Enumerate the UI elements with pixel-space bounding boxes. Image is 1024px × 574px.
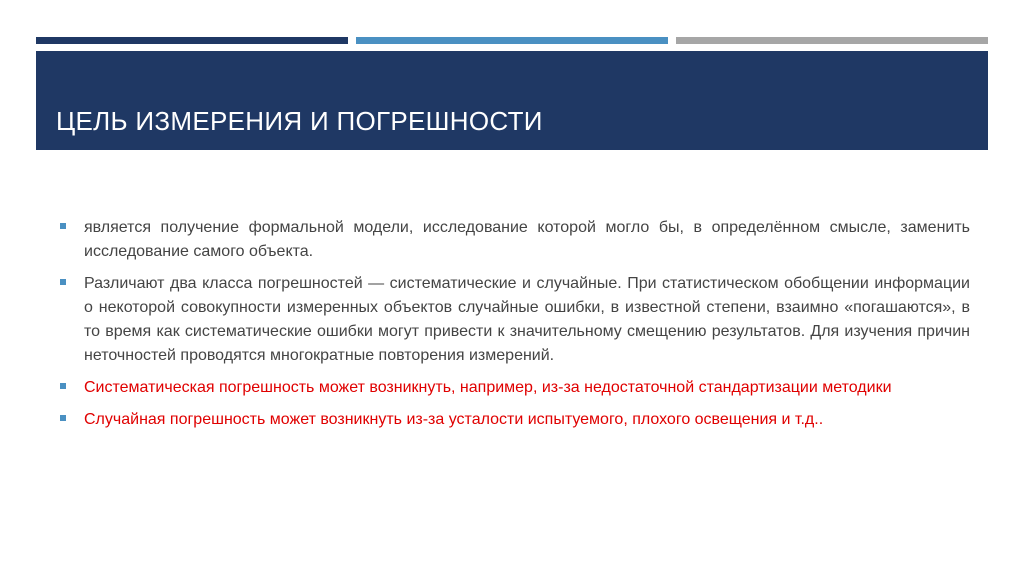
square-bullet-icon [60, 223, 66, 229]
list-item [60, 376, 970, 400]
list-item [60, 272, 970, 368]
list-item-text: Случайная погрешность может возникнуть из-за усталости испытуемого, плохого освещения и т.д.. [84, 411, 824, 428]
list-item-text: является получение формальной модели, исследование которой могло бы, в определённом смысле, заменить исследование самого объекта. [84, 219, 970, 260]
square-bullet-icon [60, 279, 66, 285]
list-item-text: Различают два класса погрешностей — систематические и случайные. При статистическом обобщении информации о некоторой совокупности измеренных объектов случайные ошибки, в известной степени, взаимно «погашаются», в то время как систематические ошибки могут привести к значительному смещению результатов. Для изучения причин неточностей проводятся многократные повторения измерений. [84, 275, 970, 364]
slide-title: ЦЕЛЬ ИЗМЕРЕНИЯ И ПОГРЕШНОСТИ [56, 106, 543, 136]
list-item [60, 408, 970, 432]
list-item-text: Систематическая погрешность может возникнуть, например, из-за недостаточной стандартизации методики [84, 379, 892, 396]
list-item [60, 216, 970, 264]
square-bullet-icon [60, 415, 66, 421]
top-accent-bar-gray [676, 37, 988, 44]
top-accent-bar-dark [36, 37, 348, 44]
title-band [36, 51, 988, 150]
bullet-list [60, 216, 970, 440]
square-bullet-icon [60, 383, 66, 389]
top-accent-bar-blue [356, 37, 668, 44]
